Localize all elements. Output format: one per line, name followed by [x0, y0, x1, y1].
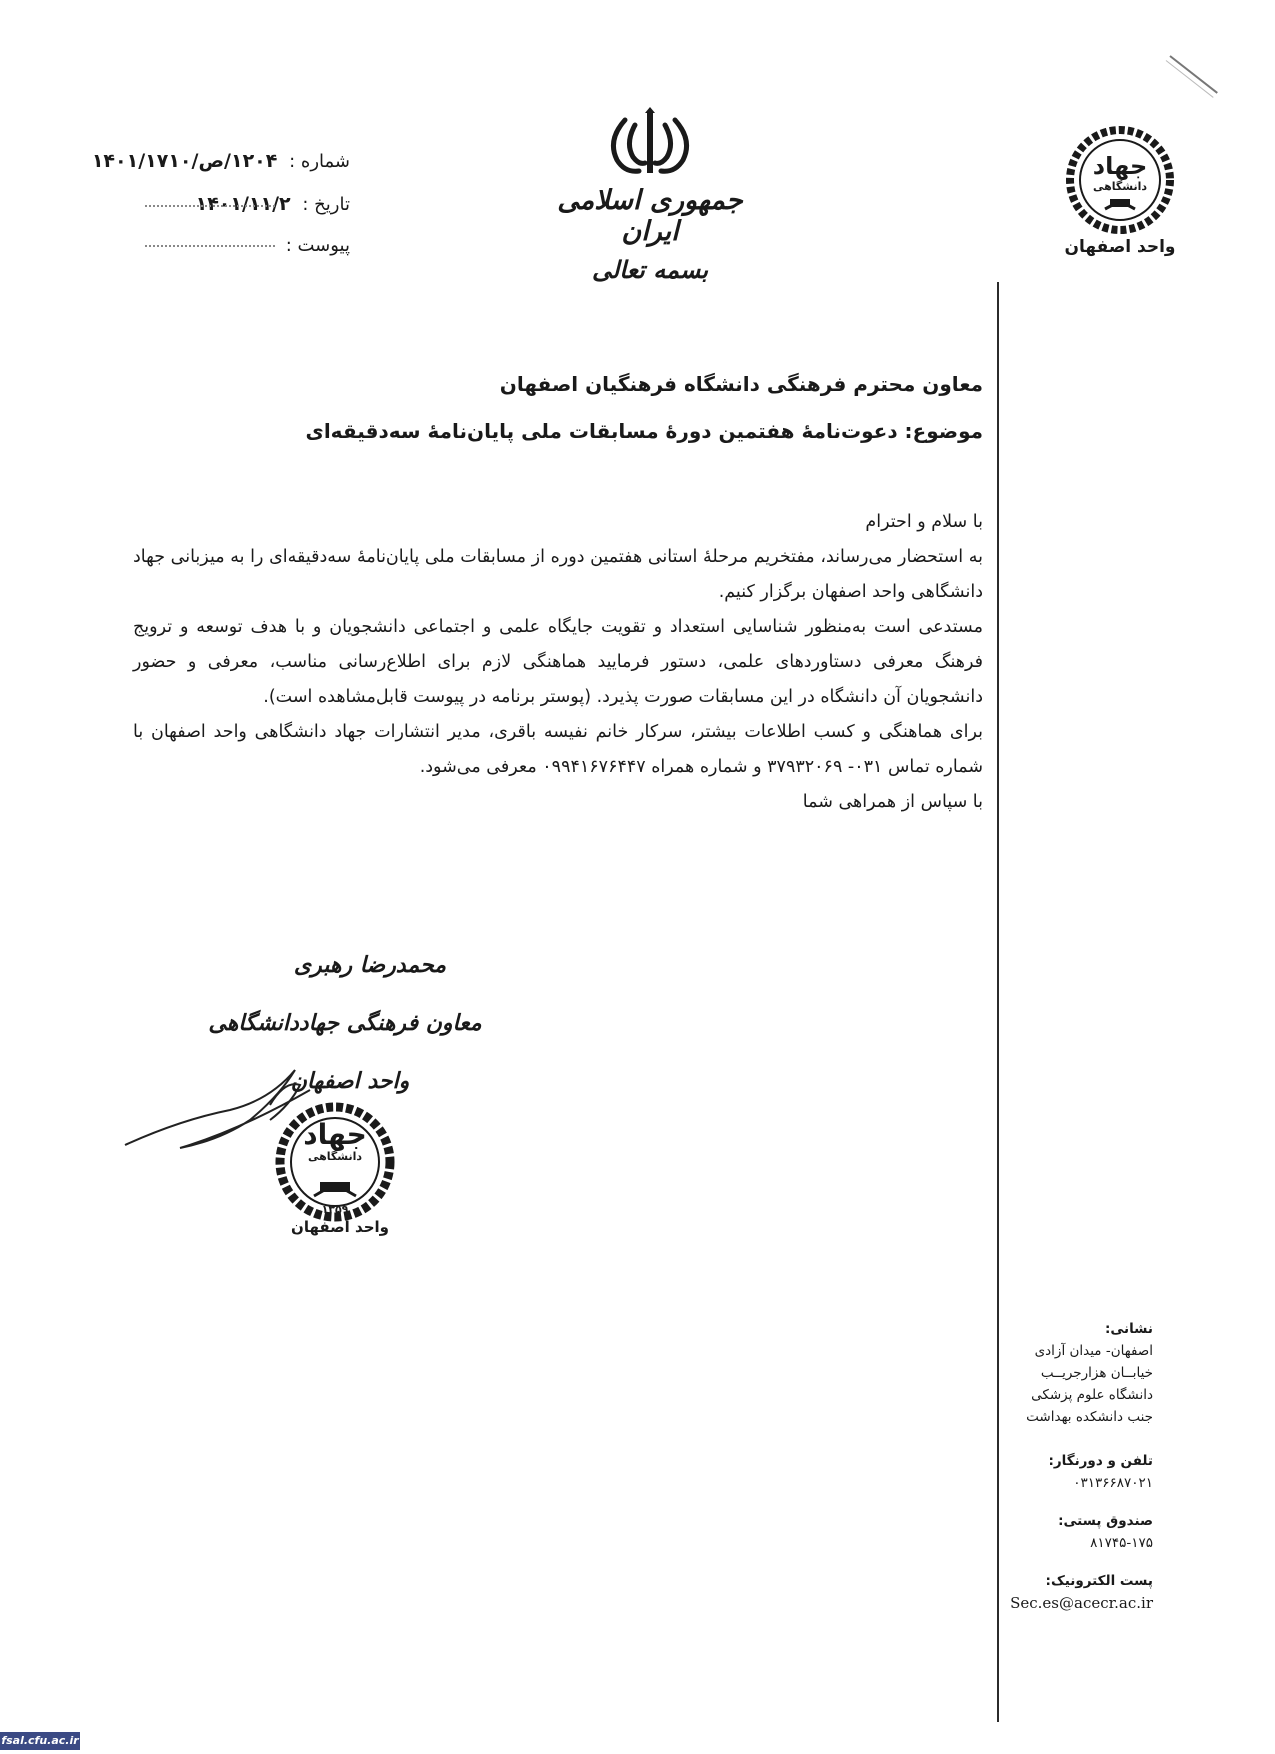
letter-date	[30, 193, 350, 215]
letter-body	[133, 505, 983, 820]
email-label: پست الکترونیک:	[1045, 1573, 1153, 1589]
stamp-text: جهاد	[303, 1118, 367, 1151]
signatory-title: معاون فرهنگی جهاددانشگاهی	[208, 1010, 482, 1036]
address-line: دانشگاه علوم پزشکی	[1031, 1387, 1153, 1403]
closing: با سپاس از همراهی شما	[802, 792, 983, 812]
site-badge[interactable]: fsal.cfu.ac.ir	[0, 1732, 80, 1750]
logo-text: جهاد	[1092, 152, 1148, 180]
address-line: خیابــان هزارجریــب	[1040, 1365, 1153, 1381]
date-dotted-line	[145, 205, 275, 207]
pobox-block	[983, 1510, 1153, 1554]
letter-attachment-label: پیوست :	[285, 235, 350, 256]
addressee: معاون محترم فرهنگی دانشگاه فرهنگیان اصفهان	[499, 372, 983, 396]
logo-subtext: دانشگاهی	[1092, 180, 1148, 193]
basmala: بسمه تعالی	[591, 255, 709, 284]
paragraph-3: برای هماهنگی و کسب اطلاعات بیشتر، سرکار خانم نفیسه باقری، مدیر انتشارات جهاد دانشگاهی واحد اصفهان با شماره تماس ۰۳۱- ۳۷۹۳۲۰۶۹ و شماره همراه ۰۹۹۴۱۶۷۶۴۴۷ معرفی می‌شود.	[133, 722, 983, 777]
email-value: Sec.es@acecr.ac.ir	[1010, 1594, 1153, 1612]
letter-number-label: شماره :	[289, 151, 350, 172]
pobox-label: صندوق پستی:	[1058, 1513, 1153, 1529]
phone-label: تلفن و دورنگار:	[1048, 1453, 1153, 1469]
greeting: با سلام و احترام	[865, 512, 983, 532]
letter-date-value: ۱۴۰۱/۱۱/۲	[195, 193, 291, 215]
address-line: اصفهان- میدان آزادی	[1034, 1343, 1153, 1359]
iran-emblem-icon	[595, 105, 705, 184]
country-name: جمهوری اسلامی ایران	[557, 185, 743, 247]
address-line: جنب دانشکده بهداشت	[1026, 1409, 1153, 1425]
letter-number	[30, 150, 350, 172]
signatory-name: محمدرضا رهبری	[293, 952, 447, 978]
subject-line: موضوع: دعوت‌نامهٔ هفتمین دورهٔ مسابقات ملی پایان‌نامهٔ سه‌دقیقه‌ای	[305, 419, 983, 443]
paragraph-1: به استحضار می‌رساند، مفتخریم مرحلهٔ استانی هفتمین دوره از مسابقات ملی پایان‌نامهٔ سه‌دقیقه‌ای را به میزبانی جهاد دانشگاهی واحد اصفهان برگزار کنیم.	[133, 547, 983, 602]
logo-caption: واحد اصفهان	[1064, 237, 1176, 257]
signatory-unit: واحد اصفهان	[290, 1068, 410, 1094]
letter-date-label: تاریخ :	[302, 194, 350, 215]
sidebar-divider	[997, 282, 999, 1722]
paragraph-2: مستدعی است به‌منظور شناسایی استعداد و تقویت جایگاه علمی و اجتماعی دانشجویان و با هدف توسعه و ترویج فرهنگ معرفی دستاوردهای علمی، دستور فرمایید هماهنگی لازم برای اطلاع‌رسانی مناسب، معرفی و حضور دانشجویان آن دانشگاه در این مسابقات صورت پذیرد. (پوستر برنامه در پیوست قابل‌مشاهده است).	[133, 617, 983, 707]
scan-artifact	[1169, 55, 1218, 94]
address-block	[983, 1318, 1153, 1428]
attachment-dotted-line	[145, 245, 275, 247]
pobox-value: ۸۱۷۴۵-۱۷۵	[1090, 1535, 1153, 1551]
stamp-year: ۱۳۵۹	[321, 1203, 349, 1216]
letter-number-value: ۱۲۰۴/ص/۱۴۰۱/۱۷۱۰	[91, 150, 278, 172]
phone-block	[983, 1450, 1153, 1494]
stamp-caption: واحد اصفهان	[291, 1218, 389, 1236]
email-block	[983, 1570, 1153, 1614]
stamp-subtext: دانشگاهی	[307, 1150, 363, 1163]
phone-value: ۰۳۱۳۶۶۸۷۰۲۱	[1073, 1475, 1153, 1491]
scan-artifact	[1166, 60, 1214, 98]
address-label: نشانی:	[1104, 1321, 1153, 1337]
